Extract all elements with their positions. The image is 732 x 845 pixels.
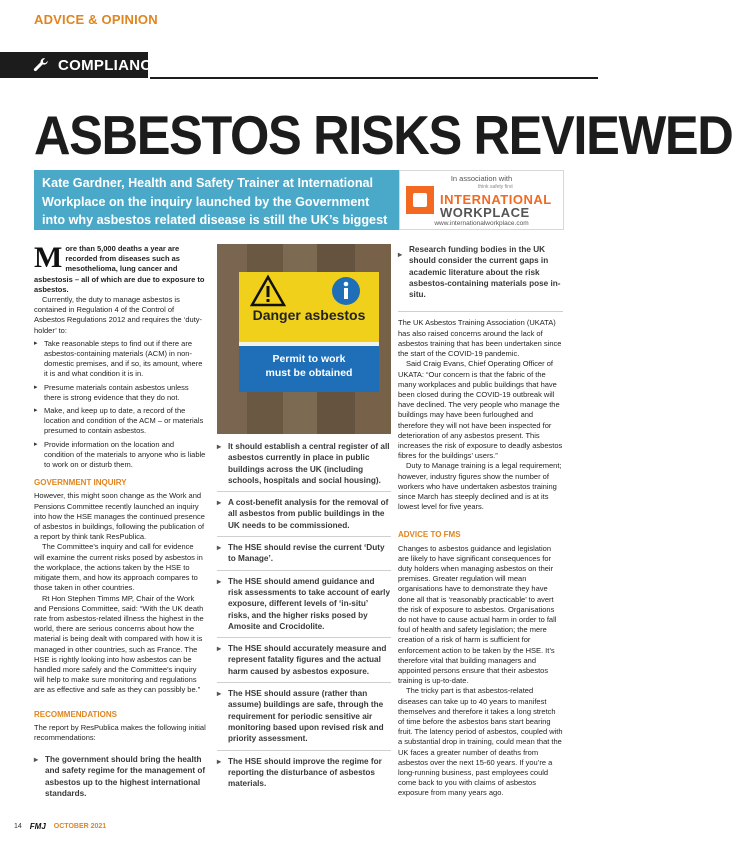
page-number: 14 — [14, 823, 22, 830]
association-url[interactable]: www.internationalworkplace.com — [434, 220, 529, 227]
logo-brand-line1: INTERNATIONAL — [440, 192, 552, 207]
sign-line-1: Permit to work — [272, 353, 346, 365]
recommendation-item: ▸ The HSE should assure (rather than assume) buildings are safe, through the requirement for periodic sensitive air monitoring based upon revised risk and priority assessment. — [217, 683, 391, 750]
info-circle-icon — [331, 276, 361, 306]
recommendation-item: ▸ The HSE should accurately measure and represent fatality figures and the actual harm caused by asbestos exposure. — [217, 638, 391, 683]
column-2 — [217, 244, 391, 794]
drop-cap: M — [34, 241, 63, 274]
column-1 — [34, 241, 206, 804]
duty-list — [34, 339, 206, 470]
paragraph: Duty to Manage training is a legal requirement; however, industry figures show the number of workers who have undertaken asbestos training since March has steeply declined and is at its lowest level for five years. — [398, 461, 562, 512]
standfirst: Kate Gardner, Health and Safety Trainer at International Workplace on the inquiry launched by the Government into why asbestos related disease is still the UK’s biggest occupational killer — [34, 170, 399, 230]
section-tag — [0, 52, 162, 78]
recommendation-item: ▸ The HSE should revise the current ‘Duty to Manage’. — [217, 537, 391, 571]
tag-label: COMPLIANCE — [58, 56, 162, 74]
recommendation-item: ▸ Research funding bodies in the UK should consider the current gaps in academic literature about the risk asbestos-containing materials pose in-situ. — [398, 244, 563, 305]
warning-triangle-icon — [251, 276, 285, 306]
lead-paragraph — [34, 241, 206, 295]
issue-date: OCTOBER 2021 — [53, 823, 107, 830]
list-item: ▸ Provide information on the location and condition of the materials to anyone who is liable to work on or disturb them. — [34, 440, 206, 471]
logo-brand-line2: WORKPLACE — [440, 205, 530, 220]
paragraph: The report by ResPublica makes the following initial recommendations: — [34, 722, 206, 742]
list-item: ▸ Take reasonable steps to find out if there are asbestos-containing materials (ACM) in non-domestic premises, and if so, its amount, where it is and what condition it is in. — [34, 339, 206, 380]
paragraph: Rt Hon Stephen Timms MP, Chair of the Work and Pensions Committee, said: “With the UK death rate from asbestos-related illness the highest in the world, there are serious concerns about how the material is being dealt with compared with how it is managed in other countries, such as France. The HSE is rightly looking into how asbestos can be handled more safely and the Committee’s inquiry will help to make sure monitoring and regulations are as effective and safe as they can possibly be.” — [34, 593, 204, 695]
recommendation-item: ▸ The government should bring the health and safety regime for the management of asbestos up to the highest international standards. — [34, 749, 206, 804]
workplace-logo-icon — [406, 186, 434, 214]
paragraph: Changes to asbestos guidance and legislation are likely to have significant consequences for duty holders when managing asbestos on their premises. Greater regulation will mean organisations have to demonstrate they have done all that is ‘reasonably practicable’ to avert the risk of exposure to asbestos. Organisations do not have to cause actual harm in order to fall foul of health and safety legislation; the mere creation of a risk of harm is sufficient for enforcement action to be taken by the HSE. It’s therefore vital that building managers and appointed persons ensure that their asbestos training is up-to-date. — [398, 543, 557, 686]
paragraph: However, this might soon change as the Work and Pensions Committee recently launched an inquiry into how the HSE manages the continued presence of asbestos in buildings, following the publication of a report by think tank ResPublica. — [34, 491, 205, 542]
recommendation-item: ▸ The HSE should amend guidance and risk assessments to take account of early exposure, different levels of ‘in-situ’ risks, and the higher risks posed by Amosite and Crocidolite. — [217, 571, 391, 638]
magazine-name: FMJ — [29, 822, 46, 831]
sign-line-2: must be obtained — [265, 367, 353, 379]
sign-title: Danger asbestos — [252, 307, 366, 323]
wrench-icon — [32, 55, 50, 75]
section-heading: ADVICE & OPINION — [34, 12, 158, 27]
paragraph: The tricky part is that asbestos-related diseases can take up to 40 years to manifest themselves and therefore it takes a long stretch of time before the asbestos bans start bearing fruit. The latency period of asbestos, coupled with a substantial drop in training, could mean that the UK faces a greater number of deaths from asbestos over the next 15-60 years. If you’re a long-running business, past employees could come back to you with claims of asbestos exposure from many years ago. — [398, 686, 563, 798]
divider — [398, 311, 563, 318]
association-label: In association with — [450, 174, 513, 183]
paragraph: The Committee’s inquiry and call for evidence will examine the current risks posed by asbestos in the workplace, the actions taken by the HSE to mitigate them, and how its approach compares to those taken in other countries. — [34, 542, 203, 593]
paragraph: Said Craig Evans, Chief Operating Officer of UKATA: “Our concern is that the fabric of the many workplaces and public buildings that have been closed during the COVID-19 outbreak will have declined. The very people who manage the buildings may have been furloughed and therefore they will not have been inspected for deterioration of any asbestos present. This increases the risk of exposure to deadly asbestos fibres for the buildings’ users.” — [398, 359, 563, 461]
column-3 — [398, 244, 563, 799]
lead-text: ore than 5,000 deaths a year are recorded from diseases such as mesothelioma, lung cancer and asbestosis – all of which are due to exposure to asbestos. — [34, 244, 205, 294]
paragraph: The UK Asbestos Training Association (UKATA) has also raised concerns around the lack of asbestos training that has been undertaken since the start of the COVID-19 pandemic. — [398, 318, 562, 359]
danger-sign — [239, 272, 379, 392]
asbestos-sign-photo — [217, 244, 391, 434]
subheading-government-inquiry: GOVERNMENT INQUIRY — [34, 478, 127, 488]
association-box[interactable] — [399, 170, 564, 230]
list-item: ▸ Presume materials contain asbestos unless there is strong evidence that they do not. — [34, 383, 206, 403]
recommendation-item: ▸ It should establish a central register of all asbestos currently in place in public buildings across the UK (including schools, hospitals and social housing). — [217, 436, 391, 492]
subheading-recommendations: RECOMMENDATIONS — [34, 709, 117, 719]
list-item: ▸ Make, and keep up to date, a record of the location and condition of the ACM – or materials presumed to contain asbestos. — [34, 406, 206, 437]
subheading-advice-to-fms: ADVICE TO FMS — [398, 530, 461, 540]
page-footer — [14, 822, 106, 831]
article-title: ASBESTOS RISKS REVIEWED — [34, 104, 732, 166]
recommendation-item: ▸ The HSE should improve the regime for reporting the disturbance of asbestos materials. — [217, 751, 391, 795]
logo-tagline: think safety first — [478, 184, 513, 190]
recommendation-item: ▸ A cost-benefit analysis for the removal of all asbestos from public buildings in the UK needs to be commissioned. — [217, 492, 391, 537]
paragraph: Currently, the duty to manage asbestos is contained in Regulation 4 of the Control of Asbestos Regulations 2012 and requires the ‘duty-holder’ to: — [34, 295, 203, 335]
divider — [150, 77, 598, 79]
